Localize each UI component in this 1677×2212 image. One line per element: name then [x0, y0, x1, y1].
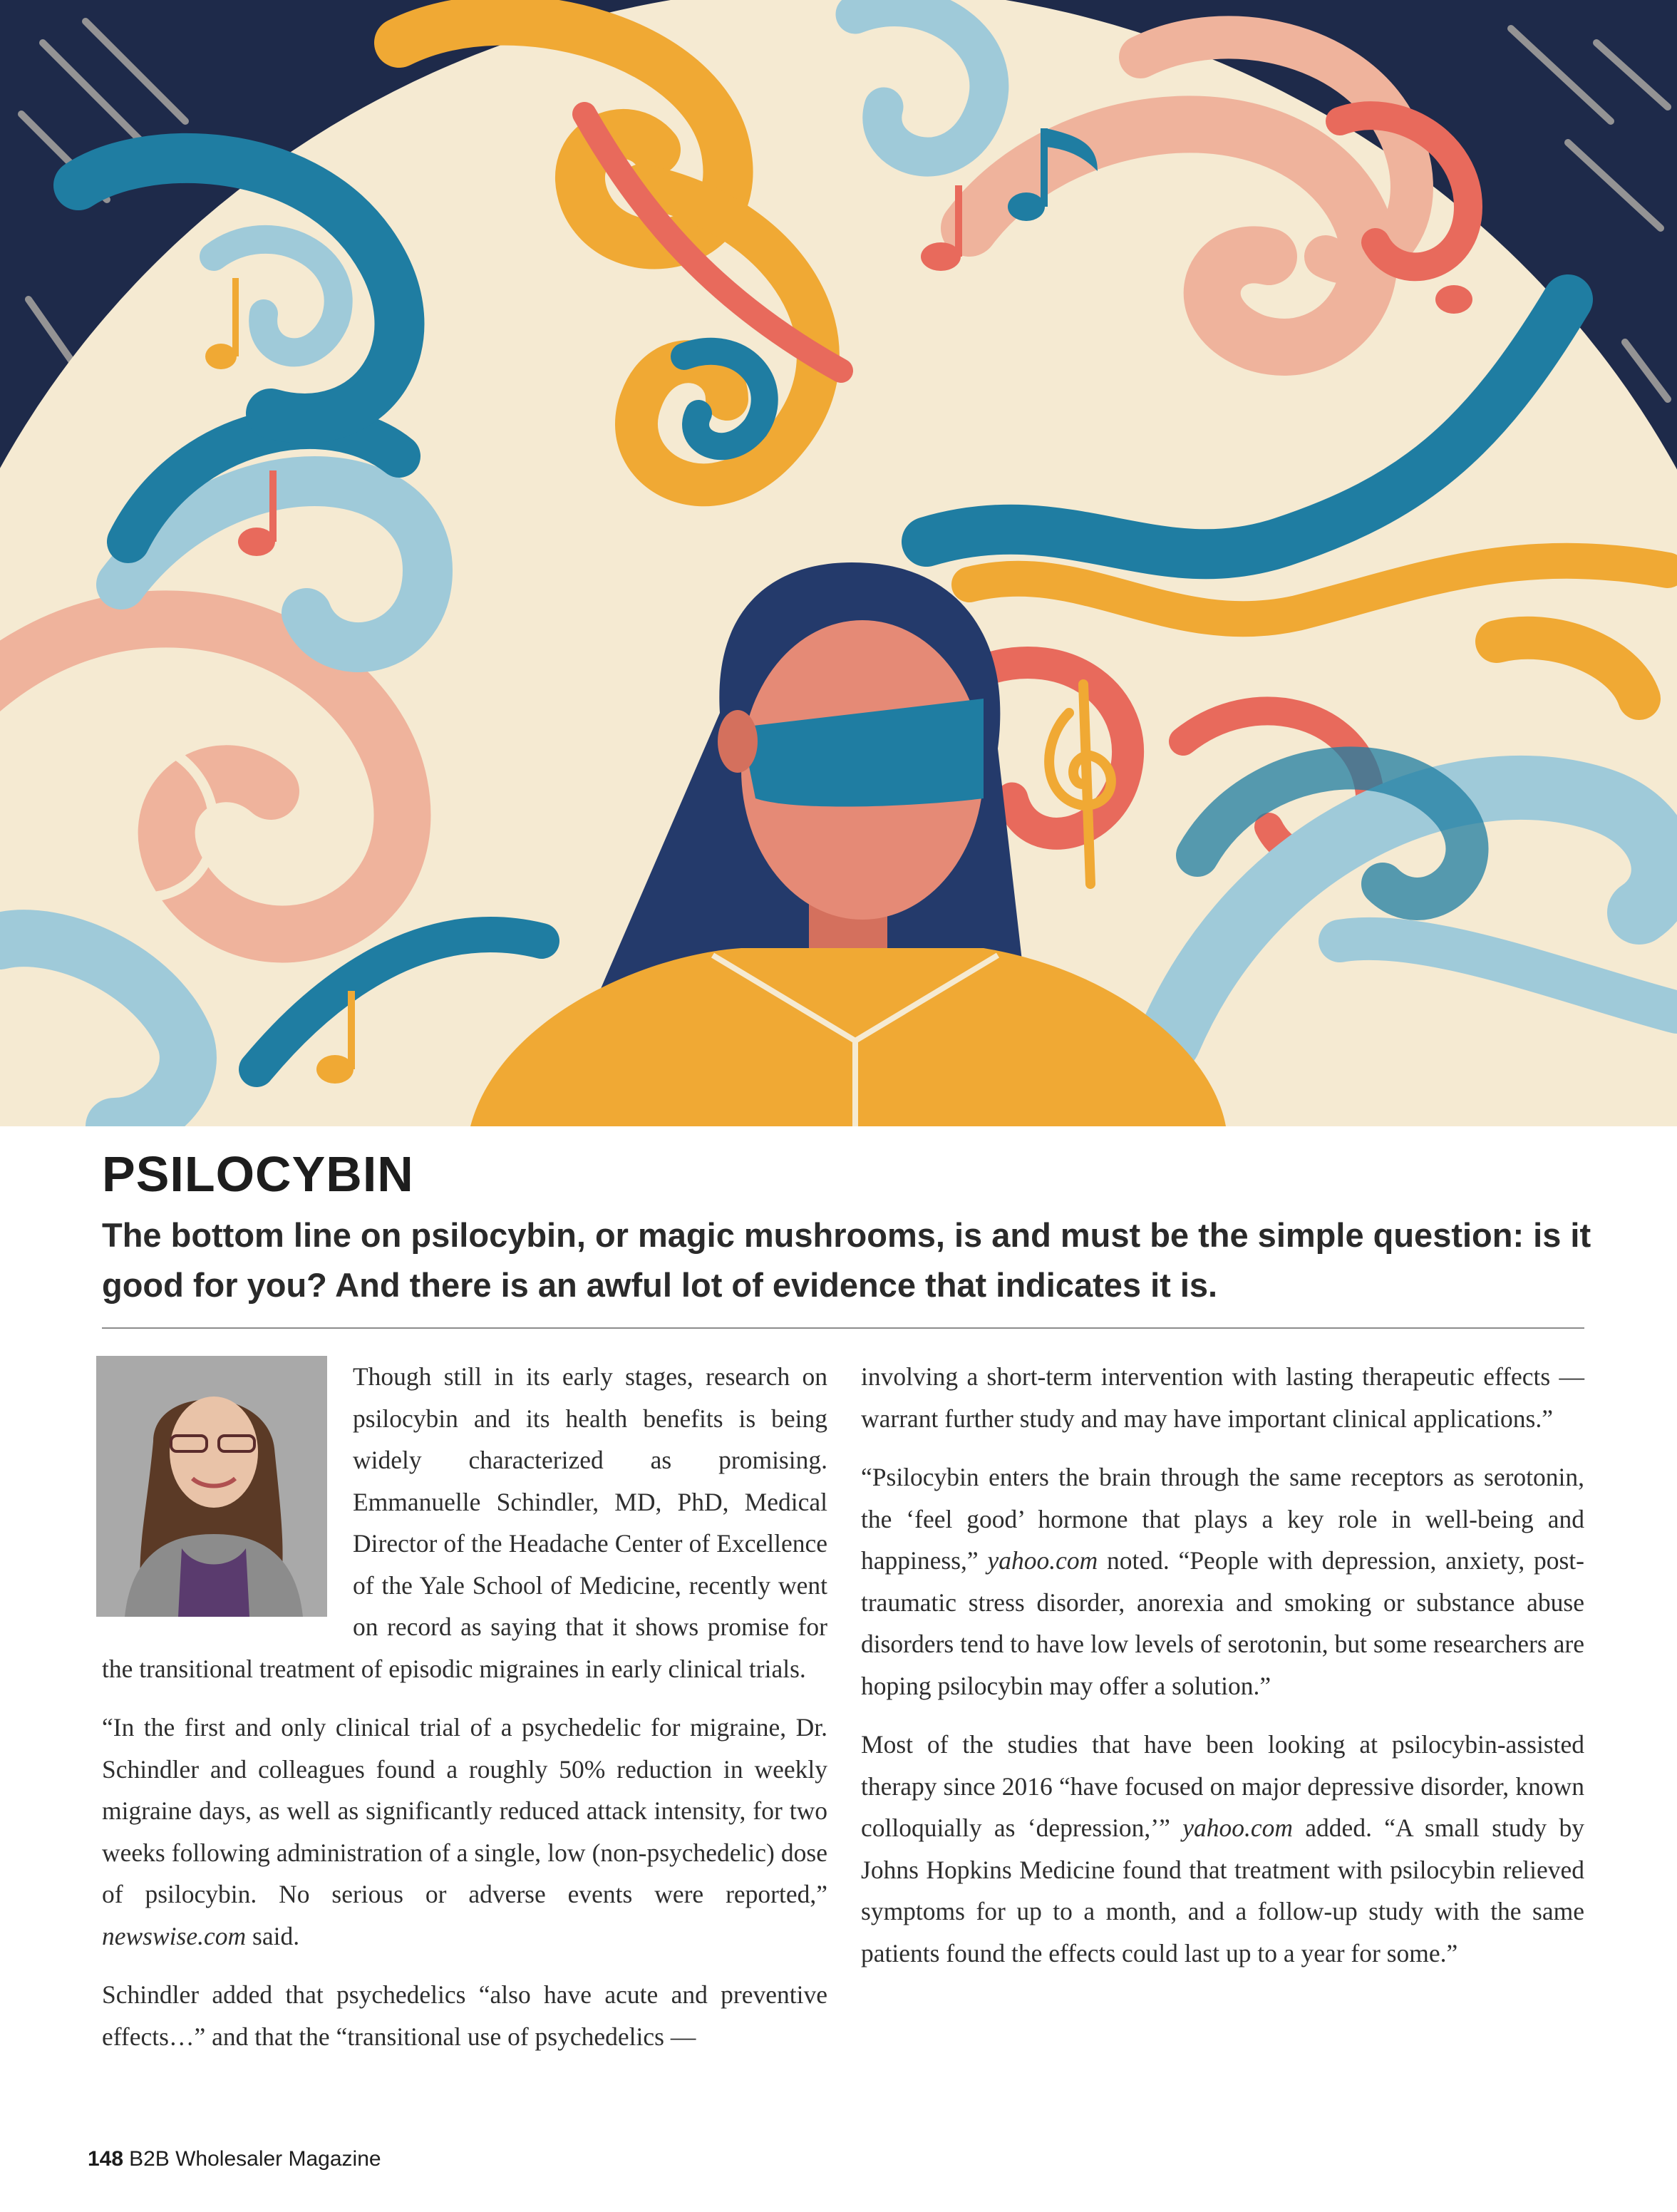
paragraph: “In the first and only clinical trial of a psychedelic for migraine, Dr. Schindler and colleagues found a roughly 50% reduction in weekly migraine days, as well as significantly reduced attack intensity, for two weeks following administration of a single, low (non-psychedelic) dose of psilocybin. No serious or adverse events were reported,” newswise.com said. — [102, 1713, 827, 1950]
paragraph: Though still in its early stages, research on psilocybin and its health benefits is being widely characterized as promising. Emmanuelle Schindler, MD, PhD, Medical Director of the Headache Center of Excellence of the Yale School of Medicine, recently went on record as saying that it shows promise for the transitional treatment of episodic migraines in early clinical trials. — [102, 1362, 827, 1683]
source-citation: yahoo.com — [987, 1546, 1098, 1575]
left-column — [102, 1356, 827, 2074]
page-number: 148 — [88, 2147, 124, 2171]
publication-name: B2B Wholesaler Magazine — [129, 2147, 381, 2171]
page-footer — [88, 2147, 381, 2171]
source-citation: yahoo.com — [1182, 1814, 1293, 1842]
paragraph: “Psilocybin enters the brain through the same receptors as serotonin, the ‘feel good’ hormone that plays a key role in well-being and happiness,” yahoo.com noted. “People with depression, anxiety, post-traumatic stress disorder, anorexia and smoking or substance abuse disorders tend to have low levels of serotonin, but some researchers are hoping psilocybin may offer a solution.” — [861, 1463, 1584, 1700]
section-title: PSILOCYBIN — [102, 1146, 414, 1202]
paragraph: Most of the studies that have been looking at psilocybin-assisted therapy since 2016 “have focused on major depressive disorder, known colloquially as ‘depression,’” yahoo.com added. “A small study by Johns Hopkins Medicine found that treatment with psilocybin relieved symptoms for up to a month, and a follow-up study with the same patients found the effects could last up to a year for some.” — [861, 1730, 1584, 1967]
divider — [102, 1327, 1584, 1329]
portrait-image — [96, 1356, 327, 1617]
paragraph: Schindler added that psychedelics “also have acute and preventive effects…” and that the “transitional use of psychedelics — — [102, 1980, 827, 2051]
right-column — [861, 1356, 1584, 1991]
source-citation: newswise.com — [102, 1921, 247, 1950]
paragraph: involving a short-term intervention with lasting therapeutic effects — warrant further study and may have important clinical applications.” — [861, 1362, 1584, 1433]
author-portrait — [96, 1356, 327, 1617]
article-deck: The bottom line on psilocybin, or magic mushrooms, is and must be the simple question: is it good for you? And there is an awful lot of evidence that indicates it is. — [102, 1216, 1591, 1304]
